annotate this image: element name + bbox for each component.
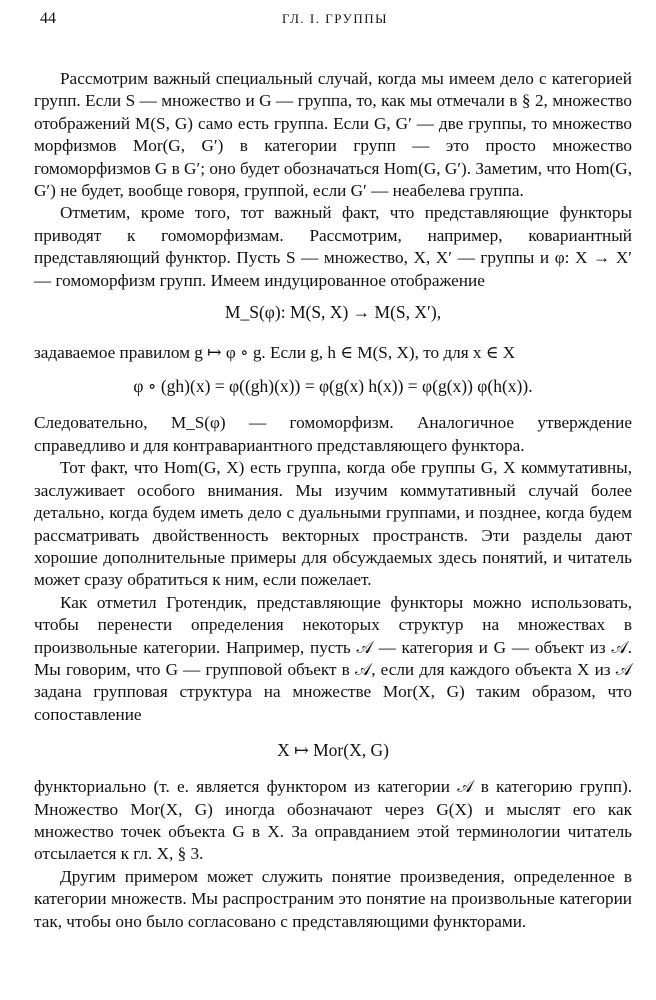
paragraph-commutative-case: Тот факт, что Hom(G, X) есть группа, когда обе группы G, X коммутативны, заслуживает особого внимания. Мы изучим коммутативный случай более детально, когда будем иметь дело с дуальными группами, и позднее, когда будем рассматривать двойственность векторных пространств. Эти разделы дают хорошие дополнительные примеры для обсуждаемых здесь понятий, и читатель может сразу обратиться к ним, если пожелает.: [34, 458, 632, 590]
paragraph-consequently: Следовательно, M_S(φ) — гомоморфизм. Аналогичное утверждение справедливо и для контравариантного представляющего функтора.: [34, 413, 632, 455]
paragraph-rule: задаваемое правилом g ↦ φ ∘ g. Если g, h ∈ M(S, X), то для x ∈ X: [34, 343, 516, 363]
chapter-title: ГЛ. I. ГРУППЫ: [282, 11, 388, 26]
page-number: 44: [40, 10, 56, 27]
main-text: [34, 68, 632, 933]
paragraph-functorial: функториально (т. е. является функтором из категории 𝒜 в категорию групп). Множество Mor(X, G) иногда обозначают через G(X) и мыслят его как множество точек объекта G в X. За оправданием этой терминологии читатель отсылается к гл. X, § 3.: [34, 777, 632, 864]
running-head: [40, 10, 630, 32]
formula-mor-assignment: X ↦ Mor(X, G): [277, 740, 389, 761]
paragraph-grothendieck: Как отметил Гротендик, представляющие функторы можно использовать, чтобы перенести определения некоторых структур на множествах в произвольные категории. Например, пусть 𝒜 — категория и G — объект из 𝒜. Мы говорим, что G — групповой объект в 𝒜, если для каждого объекта X из 𝒜 задана групповая структура на множестве Mor(X, G) таким образом, что сопоставление: [34, 592, 632, 724]
paragraph-product: Другим примером может служить понятие произведения, определенное в категории множеств. Мы распространим это понятие на произвольные категории так, чтобы оно было согласовано с представляющими функторами.: [34, 866, 632, 931]
formula-homomorphism: φ ∘ (gh)(x) = φ((gh)(x)) = φ(g(x) h(x)) = φ(g(x)) φ(h(x)).: [133, 376, 533, 397]
formula-induced-map: M_S(φ): M(S, X) → M(S, X′),: [224, 302, 442, 323]
paragraph-group-category: Рассмотрим важный специальный случай, когда мы имеем дело с категорией групп. Если S — множество и G — группа, то, как мы отмечали в § 2, множество отображений M(S, G) само есть группа. Если G, G′ — две группы, то множество морфизмов Mor(G, G′) в категории групп — это просто множество гомоморфизмов G в G′; оно будет обозначаться Hom(G, G′). Заметим, что Hom(G, G′) не будет, вообще говоря, группой, если G′ — неабелева группа.: [34, 69, 632, 201]
paragraph-representable-functors: Отметим, кроме того, тот важный факт, что представляющие функторы приводят к гомоморфизмам. Рассмотрим, например, ковариантный представляющий функтор. Пусть S — множество, X, X′ — группы и φ: X → X′ — гомоморфизм групп. Имеем индуцированное отображение: [34, 203, 632, 290]
